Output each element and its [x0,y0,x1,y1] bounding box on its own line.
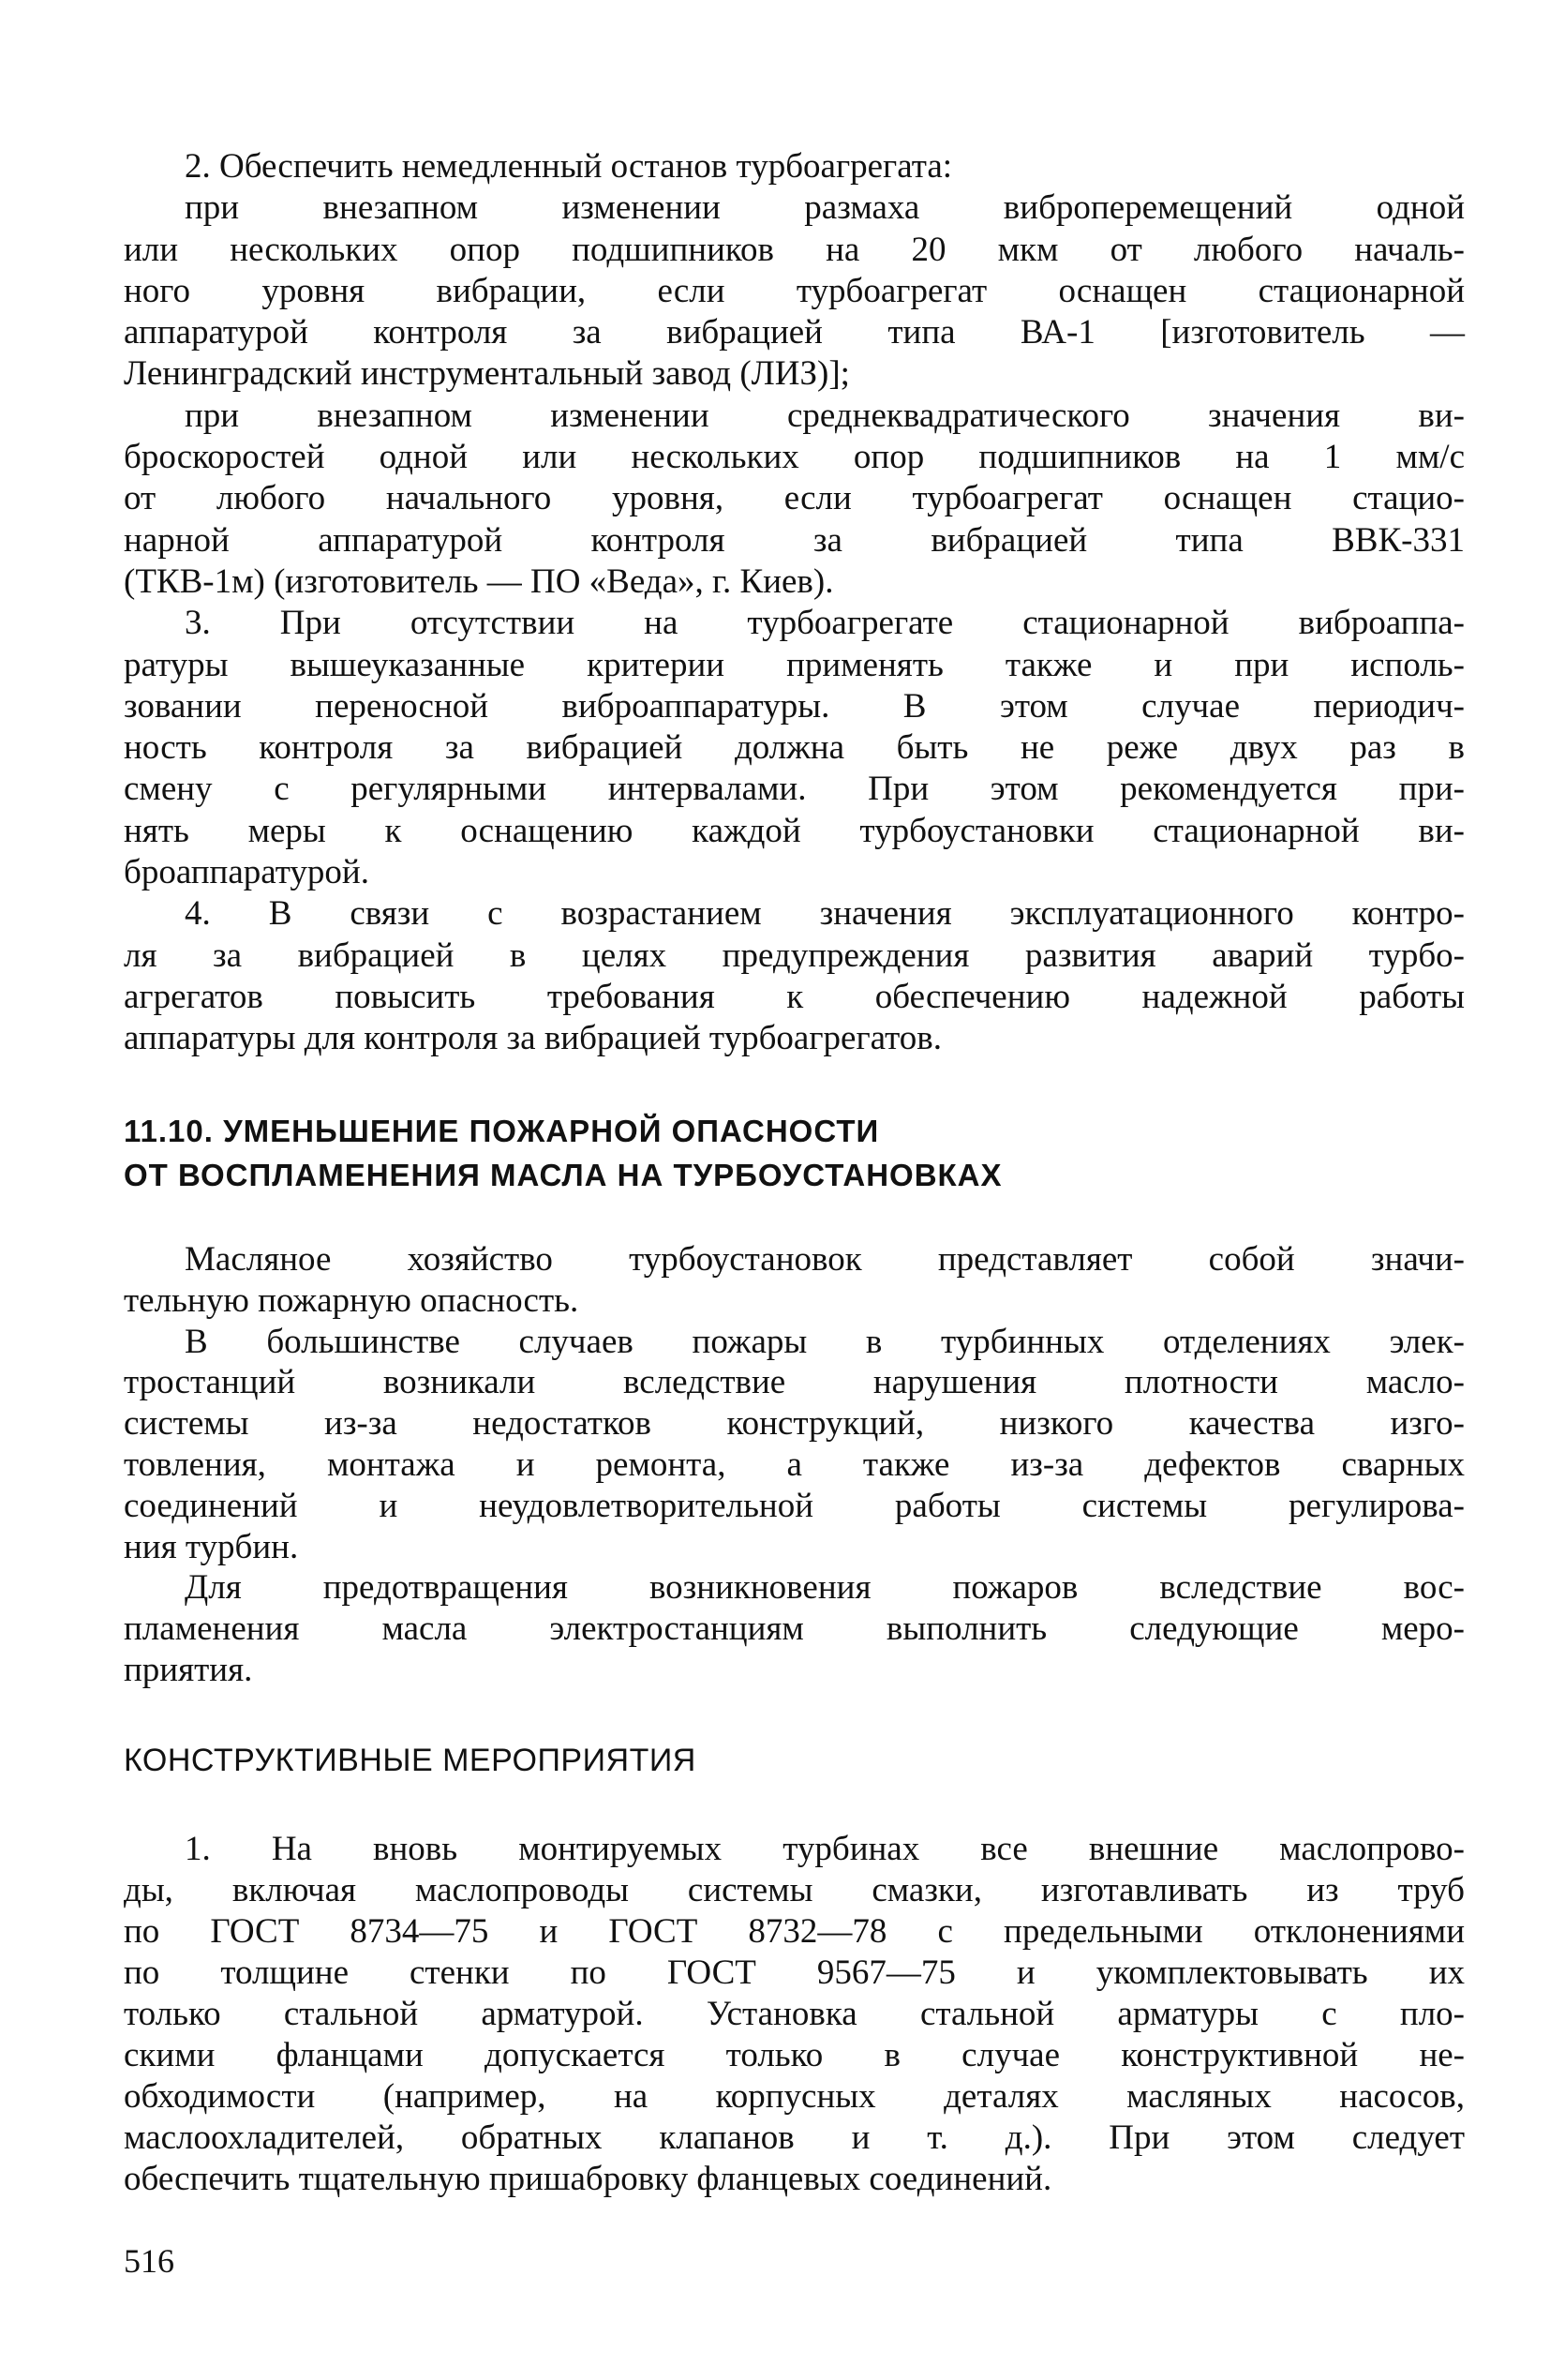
text-line: броскоростей одной или нескольких опор подшипников на 1 мм/с [124,438,1465,477]
section-heading-line-2: ОТ ВОСПЛАМЕНЕНИЯ МАСЛА НА ТУРБОУСТАНОВКАХ [124,1158,1003,1192]
text-line: маслоохладителей, обратных клапанов и т. д.). При этом следует [124,2118,1465,2157]
text-line: при внезапном изменении среднеквадратического значения ви- [185,396,1465,435]
text-line: Масляное хозяйство турбоустановок представляет собой значи- [185,1240,1465,1279]
text-line: Для предотвращения возникновения пожаров вследствие вос- [185,1568,1465,1608]
paragraph [124,1829,1465,2200]
text-line: ды, включая маслопроводы системы смазки, изготавливать из труб [124,1871,1465,1909]
text-line: нять меры к оснащению каждой турбоустановки стационарной ви- [124,811,1465,850]
section-heading-line-1: 11.10. УМЕНЬШЕНИЕ ПОЖАРНОЙ ОПАСНОСТИ [124,1114,880,1148]
text-line: аппаратуры для контроля за вибрацией турбоагрегатов. [124,1019,942,1058]
text-line: ратуры вышеуказанные критерии применять также и при исполь- [124,645,1465,684]
section-heading [124,1109,1003,1197]
text-line: 3. При отсутствии на турбоагрегате стационарной виброаппа- [185,604,1465,643]
text-line: броаппаратурой. [124,853,369,892]
text-line: ния турбин. [124,1527,299,1566]
text-line: по толщине стенки по ГОСТ 9567—75 и укомплектовывать их [124,1953,1465,1992]
text-line: 1. На вновь монтируемых турбинах все внешние маслопрово- [185,1830,1465,1868]
section-constructive-text [124,1829,1465,2200]
text-line: ность контроля за вибрацией должна быть не реже двух раз в [124,728,1465,768]
paragraph [124,893,1465,1059]
paragraph [124,187,1465,395]
text-line: В большинстве случаев пожары в турбинных отделениях элек- [185,1322,1465,1361]
text-line: только стальной арматурой. Установка стальной арматуры с пло- [124,1995,1465,2033]
subheading-constructive-measures: КОНСТРУКТИВНЫЕ МЕРОПРИЯТИЯ [124,1743,696,1778]
paragraph [124,1322,1465,1568]
text-line: системы из-за недостатков конструкций, низкого качества изго- [124,1404,1465,1444]
text-line: 2. Обеспечить немедленный останов турбоагрегата: [185,147,953,186]
text-line: соединений и неудовлетворительной работы системы регулирова- [124,1486,1465,1525]
paragraph [124,1567,1465,1690]
text-line: по ГОСТ 8734—75 и ГОСТ 8732—78 с предельными отклонениями [124,1912,1465,1951]
text-line: ля за вибрацией в целях предупреждения развития аварий турбо- [124,936,1465,975]
text-line: Ленинградский инструментальный завод (ЛИЗ)]; [124,354,850,394]
paragraph [124,146,1465,187]
section-vibration-text [124,146,1465,1060]
text-line: агрегатов повысить требования к обеспечению надежной работы [124,977,1465,1016]
section-fire-intro-text [124,1239,1465,1691]
text-line: скими фланцами допускается только в случае конструктивной не- [124,2036,1465,2074]
text-line: от любого начального уровня, если турбоагрегат оснащен стацио- [124,479,1465,518]
text-line: аппаратурой контроля за вибрацией типа ВА-1 [изготовитель — [124,313,1465,352]
paragraph [124,1239,1465,1322]
text-line: при внезапном изменении размаха виброперемещений одной [185,188,1465,228]
text-line: нарной аппаратурой контроля за вибрацией типа ВВК-331 [124,520,1465,560]
text-line: или нескольких опор подшипников на 20 мкм от любого началь- [124,230,1465,269]
text-line: зовании переносной виброаппаратуры. В этом случае периодич- [124,686,1465,726]
text-line: тельную пожарную опасность. [124,1280,579,1320]
text-line: обеспечить тщательную пришабровку фланцевых соединений. [124,2160,1052,2198]
text-line: обходимости (например, на корпусных деталях масляных насосов, [124,2077,1465,2116]
text-line: тростанций возникали вследствие нарушения плотности масло- [124,1363,1465,1402]
paragraph [124,603,1465,893]
text-line: товления, монтажа и ремонта, а также из-за дефектов сварных [124,1444,1465,1484]
text-line: приятия. [124,1650,253,1689]
page-number: 516 [124,2242,174,2280]
paragraph [124,396,1465,603]
text-line: смену с регулярными интервалами. При этом рекомендуется при- [124,770,1465,809]
text-line: (ТКВ-1м) (изготовитель — ПО «Веда», г. Киев). [124,561,834,601]
text-line: пламенения масла электростанциям выполнить следующие меро- [124,1609,1465,1649]
text-line: 4. В связи с возрастанием значения эксплуатационного контро- [185,894,1465,934]
text-line: ного уровня вибрации, если турбоагрегат оснащен стационарной [124,271,1465,310]
